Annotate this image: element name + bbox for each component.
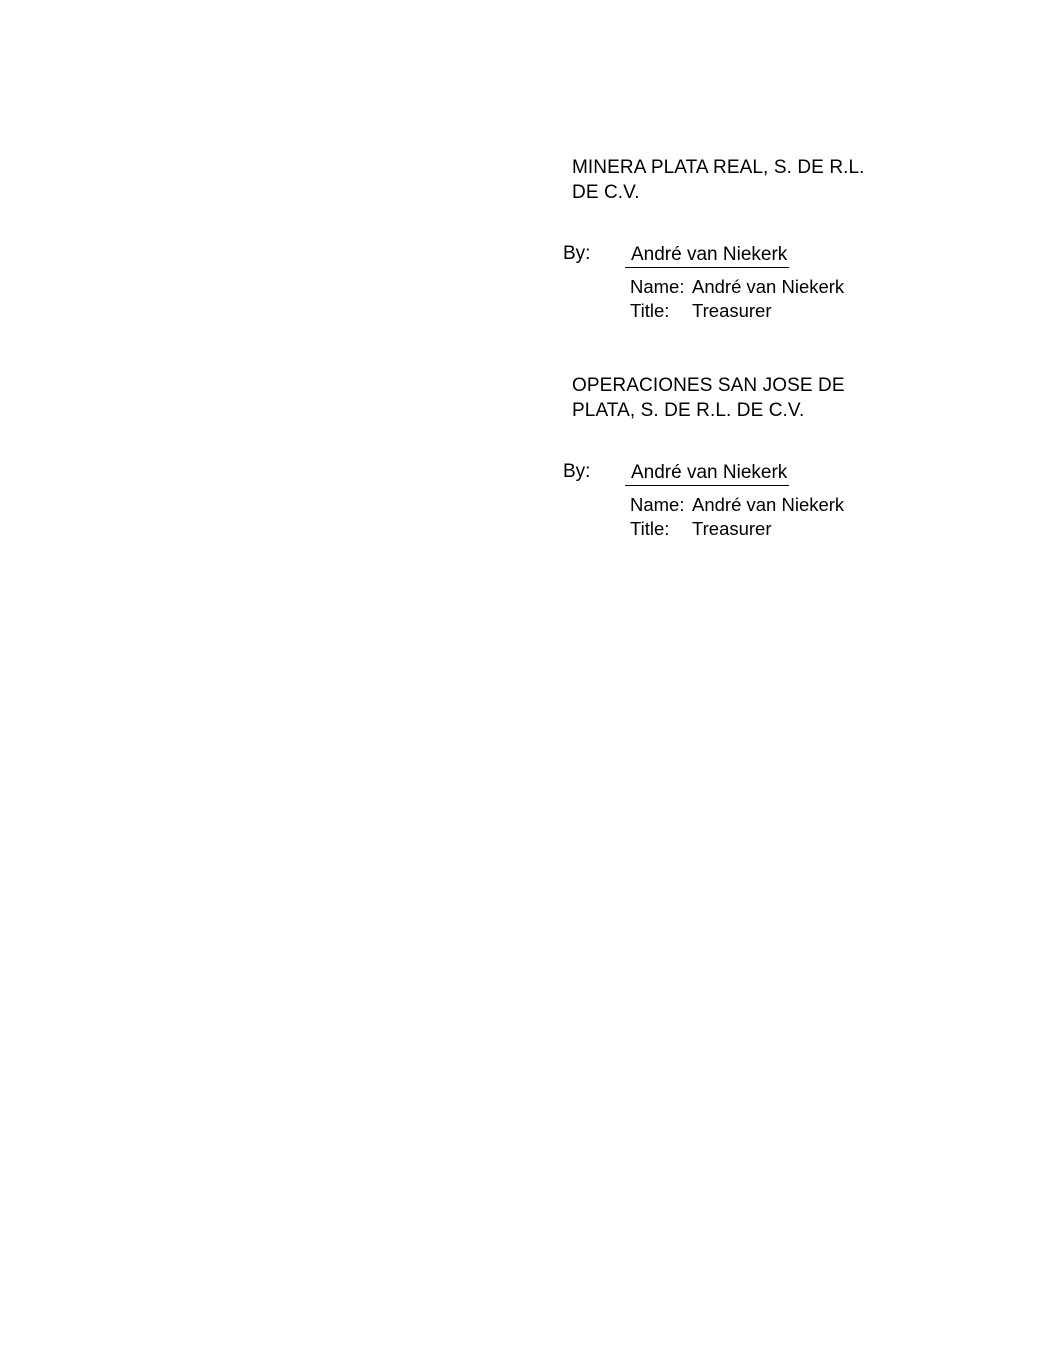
signature-line: André van Niekerk: [625, 461, 789, 486]
signatory-name-row: [630, 275, 1055, 299]
signature-block-operaciones-san-jose-de-plata: [0, 373, 1055, 541]
signatory-title-row: [630, 299, 1055, 323]
signatory-details: [630, 275, 1055, 323]
name-value: André van Niekerk: [692, 494, 845, 515]
signatory-name-row: [630, 493, 1055, 517]
party-name: OPERACIONES SAN JOSE DE PLATA, S. DE R.L. DE C.V.: [572, 375, 845, 421]
signatory-details: [630, 493, 1055, 541]
name-value: André van Niekerk: [692, 276, 845, 297]
title-label: Title:: [630, 300, 670, 321]
by-label: By:: [563, 243, 591, 264]
by-row: [0, 461, 1055, 487]
title-label: Title:: [630, 518, 670, 539]
title-value: Treasurer: [692, 518, 772, 539]
by-row: [0, 243, 1055, 269]
title-value: Treasurer: [692, 300, 772, 321]
signature-block-minera-plata-real: [0, 155, 1055, 323]
name-label: Name:: [630, 494, 685, 515]
by-label: By:: [563, 461, 591, 482]
signatory-title-row: [630, 517, 1055, 541]
name-label: Name:: [630, 276, 685, 297]
party-name: MINERA PLATA REAL, S. DE R.L. DE C.V.: [572, 157, 865, 203]
signature-line: André van Niekerk: [625, 243, 789, 268]
